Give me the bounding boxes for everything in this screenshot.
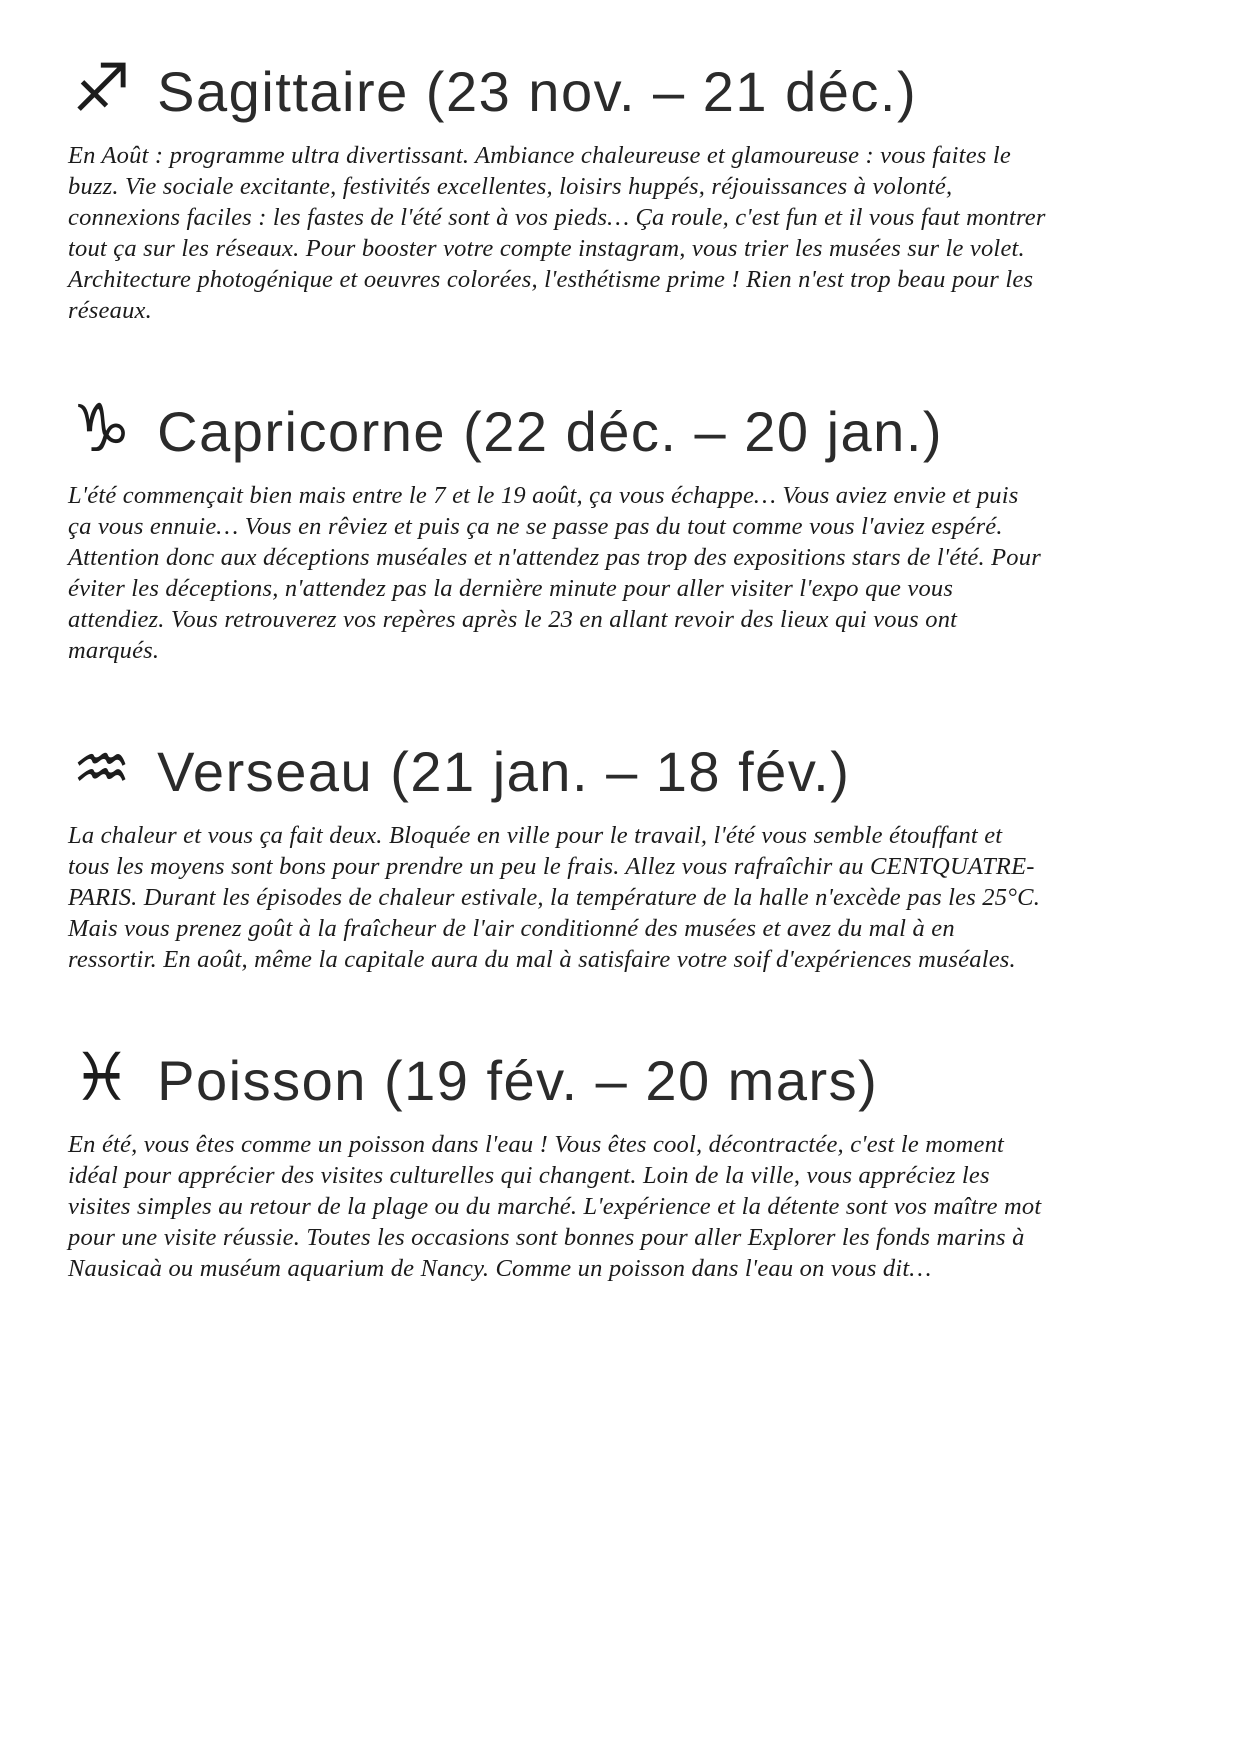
section-header-poisson [72, 1039, 1176, 1116]
section-title-verseau: Verseau (21 jan. – 18 fév.) [157, 739, 851, 803]
section-header-capricorne [72, 390, 1176, 467]
section-verseau [68, 730, 1176, 975]
pisces-icon: ♓ [72, 1039, 132, 1116]
section-title-sagittaire: Sagittaire (23 nov. – 21 déc.) [157, 59, 918, 123]
section-poisson [68, 1039, 1176, 1284]
section-title-poisson: Poisson (19 fév. – 20 mars) [157, 1048, 879, 1112]
sagittarius-icon: ♐ [72, 50, 132, 127]
section-body-capricorne: L'été commençait bien mais entre le 7 et le 19 août, ça vous échappe… Vous aviez envie et puis ça vous ennuie… Vous en rêviez et puis ça ne se passe pas du tout comme vous l'aviez espéré. Attention donc aux déceptions muséales et n'attendez pas trop des expositions stars de l'été. Pour éviter les déceptions, n'attendez pas la dernière minute pour aller visiter l'expo que vous attendiez. Vous retrouverez vos repères après le 23 en allant revoir des lieux qui vous ont marqués. [68, 482, 1041, 664]
aquarius-icon: ♒ [72, 730, 132, 807]
section-title-capricorne: Capricorne (22 déc. – 20 jan.) [157, 399, 944, 463]
section-sagittaire [68, 50, 1176, 326]
section-capricorne [68, 390, 1176, 666]
section-body-poisson: En été, vous êtes comme un poisson dans l'eau ! Vous êtes cool, décontractée, c'est le moment idéal pour apprécier des visites culturelles qui changent. Loin de la ville, vous appréciez les visites simples au retour de la plage ou du marché. L'expérience et la détente sont vos maître mot pour une visite réussie. Toutes les occasions sont bonnes pour aller Explorer les fonds marins à Nausicaà ou muséum aquarium de Nancy. Comme un poisson dans l'eau on vous dit… [68, 1131, 1042, 1282]
section-body-sagittaire: En Août : programme ultra divertissant. Ambiance chaleureuse et glamoureuse : vous faites le buzz. Vie sociale excitante, festivités excellentes, loisirs huppés, réjouissances à volonté, connexions faciles : les fastes de l'été sont à vos pieds… Ça roule, c'est fun et il vous faut montrer tout ça sur les réseaux. Pour booster votre compte instagram, vous trier les musées sur le volet. Architecture photogénique et oeuvres colorées, l'esthétisme prime ! Rien n'est trop beau pour les réseaux. [68, 142, 1046, 324]
section-body-verseau: La chaleur et vous ça fait deux. Bloquée en ville pour le travail, l'été vous semble étouffant et tous les moyens sont bons pour prendre un peu le frais. Allez vous rafraîchir au CENTQUATRE-PARIS. Durant les épisodes de chaleur estivale, la température de la halle n'excède pas les 25°C. Mais vous prenez goût à la fraîcheur de l'air conditionné des musées et avez du mal à en ressortir. En août, même la capitale aura du mal à satisfaire votre soif d'expériences muséales. [68, 822, 1041, 973]
capricorn-icon: ♑ [72, 390, 132, 467]
section-header-sagittaire [72, 50, 1176, 127]
section-header-verseau [72, 730, 1176, 807]
